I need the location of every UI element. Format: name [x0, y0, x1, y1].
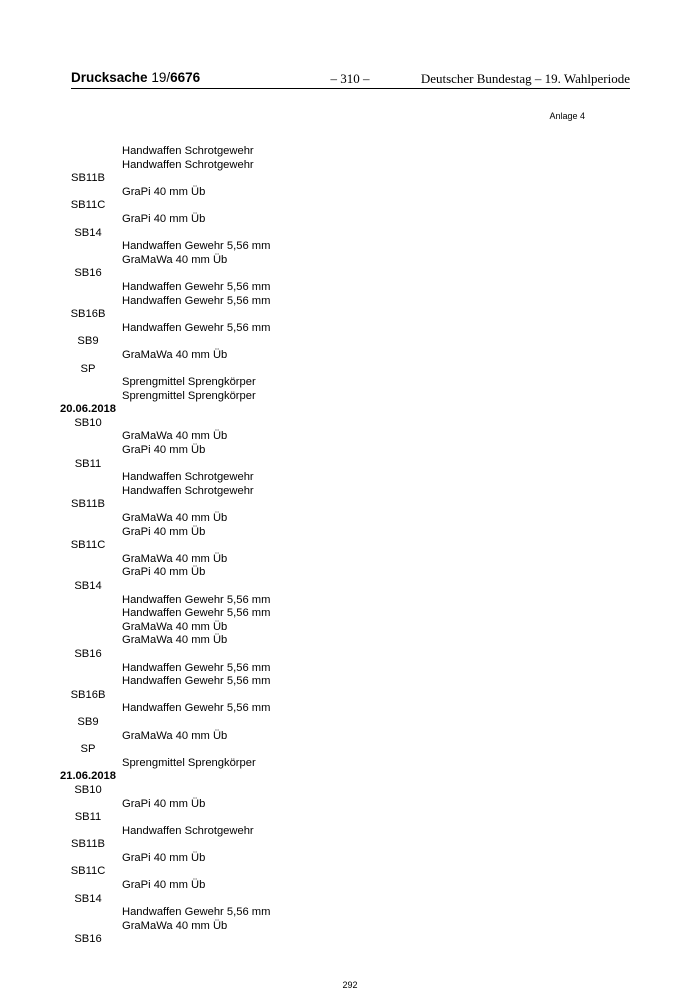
item-text: Handwaffen Schrotgewehr	[122, 158, 254, 171]
item-text: GraPi 40 mm Üb	[122, 185, 206, 198]
item-text: GraPi 40 mm Üb	[122, 797, 206, 810]
item-text: GraMaWa 40 mm Üb	[122, 552, 228, 565]
code-text: SB14	[74, 226, 102, 239]
code-text: SB9	[77, 335, 99, 348]
list-item	[0, 594, 700, 608]
unit-code	[0, 308, 700, 322]
code-text: SB16B	[70, 688, 106, 701]
code-text: SB11	[74, 457, 102, 470]
unit-code	[0, 267, 700, 281]
item-text: Sprengmittel Sprengkörper	[122, 376, 256, 389]
list-item	[0, 879, 700, 893]
list-item	[0, 512, 700, 526]
code-text: SB9	[77, 715, 99, 728]
list-item	[0, 621, 700, 635]
unit-code	[0, 458, 700, 472]
unit-code	[0, 838, 700, 852]
item-text: GraMaWa 40 mm Üb	[122, 620, 228, 633]
unit-code	[0, 363, 700, 377]
entry-list	[0, 145, 700, 947]
code-text: SB16	[74, 933, 102, 946]
list-item	[0, 322, 700, 336]
list-item	[0, 675, 700, 689]
list-item	[0, 634, 700, 648]
code-text: SB16B	[70, 308, 106, 321]
item-text: GraMaWa 40 mm Üb	[122, 919, 228, 932]
code-text: SB11B	[71, 498, 105, 511]
list-item	[0, 471, 700, 485]
item-text: GraMaWa 40 mm Üb	[122, 512, 228, 525]
code-text: SP	[80, 743, 96, 756]
code-text: SB16	[74, 267, 102, 280]
list-item	[0, 145, 700, 159]
unit-code	[0, 865, 700, 879]
doc-label: Drucksache	[71, 70, 148, 85]
unit-code	[0, 498, 700, 512]
unit-code	[0, 227, 700, 241]
list-item	[0, 852, 700, 866]
doc-number: 6676	[170, 70, 201, 85]
date-heading	[0, 403, 700, 417]
code-text: SB11C	[70, 539, 106, 552]
list-item	[0, 825, 700, 839]
list-item	[0, 920, 700, 934]
item-text: Handwaffen Gewehr 5,56 mm	[122, 593, 271, 606]
list-item	[0, 240, 700, 254]
item-text: Handwaffen Gewehr 5,56 mm	[122, 675, 271, 688]
item-text: Handwaffen Gewehr 5,56 mm	[122, 280, 271, 293]
page-marker: – 310 –	[330, 71, 370, 86]
list-item	[0, 159, 700, 173]
code-text: SB14	[74, 580, 102, 592]
item-text: GraPi 40 mm Üb	[122, 525, 206, 538]
item-text: Handwaffen Gewehr 5,56 mm	[122, 607, 271, 620]
unit-code	[0, 716, 700, 730]
item-text: GraMaWa 40 mm Üb	[122, 430, 228, 443]
unit-code	[0, 933, 700, 947]
list-item	[0, 376, 700, 390]
item-text: GraMaWa 40 mm Üb	[122, 348, 228, 361]
item-text: GraMaWa 40 mm Üb	[122, 634, 228, 647]
list-item	[0, 607, 700, 621]
date-text: 20.06.2018	[60, 403, 116, 416]
list-item	[0, 757, 700, 771]
page-number: 292	[342, 980, 358, 990]
item-text: Handwaffen Gewehr 5,56 mm	[122, 702, 271, 715]
date-heading	[0, 770, 700, 784]
item-text: GraPi 40 mm Üb	[122, 566, 206, 579]
list-item	[0, 702, 700, 716]
list-item	[0, 906, 700, 920]
code-text: SB11B	[71, 172, 105, 185]
list-item	[0, 390, 700, 404]
header-rule	[71, 88, 630, 89]
parliament-title: Deutscher Bundestag – 19. Wahlperiode	[420, 71, 630, 86]
list-item	[0, 281, 700, 295]
unit-code	[0, 199, 700, 213]
list-item	[0, 526, 700, 540]
item-text: Handwaffen Gewehr 5,56 mm	[122, 240, 271, 253]
item-text: Sprengmittel Sprengkörper	[122, 389, 256, 402]
list-item	[0, 430, 700, 444]
list-item	[0, 730, 700, 744]
code-text: SB11	[74, 811, 102, 824]
code-text: SB10	[74, 783, 102, 796]
list-item	[0, 662, 700, 676]
unit-code	[0, 893, 700, 907]
doc-series: 19/	[151, 70, 171, 85]
item-text: GraPi 40 mm Üb	[122, 851, 206, 864]
list-item	[0, 444, 700, 458]
item-text: Handwaffen Schrotgewehr	[122, 471, 254, 484]
code-text: SB11C	[70, 199, 106, 212]
code-text: SB14	[74, 892, 102, 905]
date-text: 21.06.2018	[60, 770, 116, 783]
unit-code	[0, 335, 700, 349]
item-text: GraMaWa 40 mm Üb	[122, 729, 228, 742]
annex-label: Anlage 4	[549, 111, 585, 121]
list-item	[0, 186, 700, 200]
item-text: Handwaffen Schrotgewehr	[122, 145, 254, 157]
code-text: SP	[80, 362, 96, 375]
item-text: Handwaffen Schrotgewehr	[122, 484, 254, 497]
list-item	[0, 213, 700, 227]
item-text: GraPi 40 mm Üb	[122, 444, 206, 457]
code-text: SB16	[74, 647, 102, 660]
unit-code	[0, 539, 700, 553]
item-text: Sprengmittel Sprengkörper	[122, 756, 256, 769]
unit-code	[0, 811, 700, 825]
unit-code	[0, 648, 700, 662]
unit-code	[0, 172, 700, 186]
unit-code	[0, 580, 700, 594]
code-text: SB10	[74, 416, 102, 429]
list-item	[0, 295, 700, 309]
unit-code	[0, 743, 700, 757]
item-text: Handwaffen Schrotgewehr	[122, 824, 254, 837]
list-item	[0, 349, 700, 363]
item-text: Handwaffen Gewehr 5,56 mm	[122, 294, 271, 307]
item-text: GraPi 40 mm Üb	[122, 212, 206, 225]
item-text: Handwaffen Gewehr 5,56 mm	[122, 906, 271, 919]
list-item	[0, 798, 700, 812]
list-item	[0, 254, 700, 268]
unit-code	[0, 784, 700, 798]
item-text: Handwaffen Gewehr 5,56 mm	[122, 321, 271, 334]
list-item	[0, 553, 700, 567]
item-text: GraMaWa 40 mm Üb	[122, 253, 228, 266]
unit-code	[0, 689, 700, 703]
unit-code	[0, 417, 700, 431]
code-text: SB11B	[71, 838, 105, 851]
code-text: SB11C	[70, 865, 106, 878]
list-item	[0, 485, 700, 499]
item-text: Handwaffen Gewehr 5,56 mm	[122, 661, 271, 674]
list-item	[0, 566, 700, 580]
item-text: GraPi 40 mm Üb	[122, 879, 206, 892]
